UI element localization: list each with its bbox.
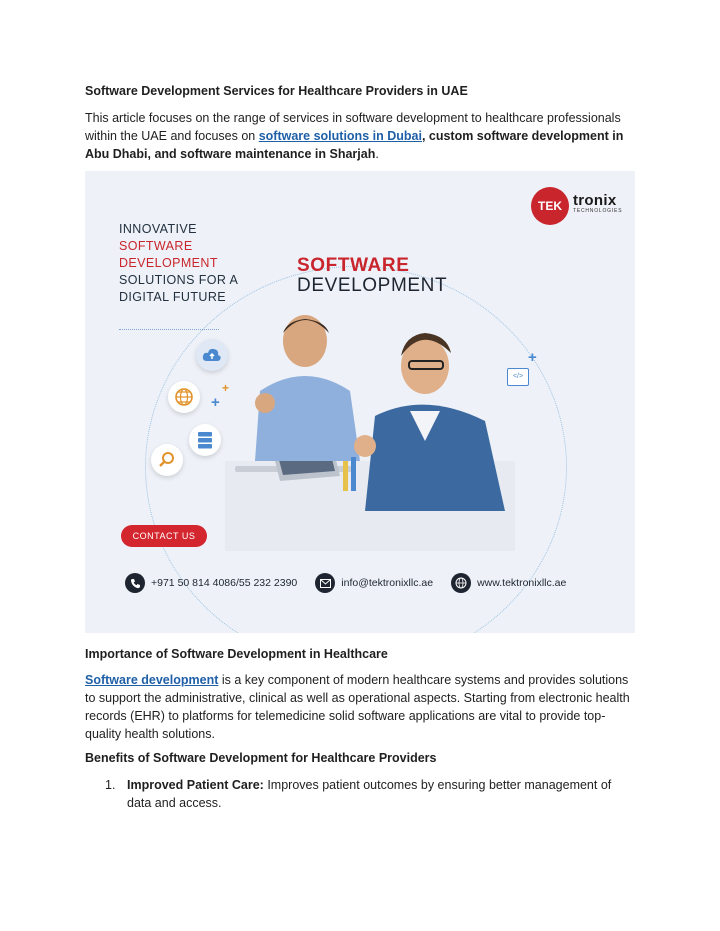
list-item-text: Improves patient outcomes by ensuring better management of data and access. [127,778,612,810]
promo-banner-image [85,171,635,633]
globe-icon [451,573,471,593]
intro-paragraph [85,109,635,163]
benefits-list [105,776,635,812]
document-title: Software Development Services for Healthcare Providers in UAE [85,84,468,98]
phone-icon [125,573,145,593]
cloud-upload-icon [196,339,228,371]
plus-decoration-icon: + [211,394,220,411]
search-icon [151,444,183,476]
headline-line-3: DEVELOPMENT [119,256,218,270]
headline-line-2: SOFTWARE [119,239,193,253]
headline-line-1: INNOVATIVE [119,222,197,236]
link-software-development[interactable]: Software development [85,673,219,687]
logo-name: tronix [573,192,617,209]
contact-us-button[interactable]: CONTACT US [121,525,207,547]
list-item-number: 1. [105,778,116,792]
tektronix-logo [531,187,622,225]
intro-bold-text: , custom software development in Abu Dhabi, and software maintenance in Sharjah [85,129,624,161]
banner-main-title: SOFTWARE [297,255,410,276]
developers-illustration [225,311,515,551]
code-icon: </> [507,368,529,386]
headline-divider [119,329,219,330]
server-icon [189,424,221,456]
banner-main-subtitle: DEVELOPMENT [297,275,448,296]
intro-end: . [375,147,379,161]
email-address: info@tektronixllc.ae [341,577,434,589]
list-item [105,776,635,812]
headline-line-4: SOLUTIONS FOR A [119,273,239,287]
plus-decoration-icon: + [528,349,537,366]
email-icon [315,573,335,593]
section-heading-importance: Importance of Software Development in Healthcare [85,647,388,661]
section-heading-benefits: Benefits of Software Development for Healthcare Providers [85,751,437,765]
logo-mark: TEK [531,187,569,225]
globe-icon [168,381,200,413]
banner-headline [119,221,238,306]
importance-text: is a key component of modern healthcare systems and provides solutions to support the administrative, clinical as well as operational aspects. Starting from electronic health records (EHR) to platforms for telemedicine solid software applications are vital to provide top-quality health solutions. [85,673,630,741]
website-url: www.tektronixllc.ae [477,577,567,589]
plus-decoration-icon: + [222,381,230,395]
phone-number: +971 50 814 4086/55 232 2390 [151,577,298,589]
logo-subtitle: TECHNOLOGIES [573,208,623,214]
importance-paragraph [85,671,635,743]
headline-line-5: DIGITAL FUTURE [119,290,226,304]
link-software-solutions-dubai[interactable]: software solutions in Dubai [258,129,422,143]
intro-text: This article focuses on the range of services in software development to healthcare professionals within the UAE and focuses on [85,111,621,143]
contact-details [125,573,566,593]
list-item-label: Improved Patient Care: [127,778,264,792]
